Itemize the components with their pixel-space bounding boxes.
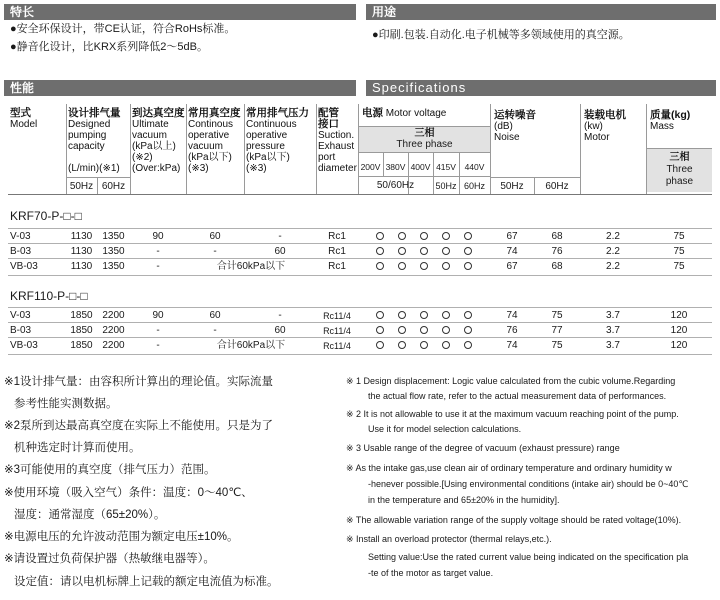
model-group-title: KRF110-P-□-□ <box>10 289 88 303</box>
available-circle-icon <box>420 247 428 255</box>
ultimate-cell: - <box>156 325 160 336</box>
note-line: 湿度：通常湿度（65±20%）。 <box>14 509 166 521</box>
available-circle-icon <box>442 247 450 255</box>
noise50-cell: 67 <box>506 261 518 272</box>
cont-pressure-header-cn: 常用排气压力 <box>246 107 309 119</box>
cont-pressure-cell: 60 <box>274 246 286 257</box>
note-line: 设定值：请以电机标牌上记载的额定电流值为标准。 <box>14 576 279 588</box>
displacement-header-en: pumping <box>68 130 107 141</box>
freq-50hz: 50Hz <box>435 181 457 191</box>
note-en-line: ※ 3 Usable range of the degree of vacuum (exhaust pressure) range <box>346 443 620 453</box>
cont-vacuum-header-cn: 常用真空度 <box>188 107 241 119</box>
motor-header-en: Motor <box>584 132 610 143</box>
available-circle-icon <box>420 311 428 319</box>
feature-item: ●安全环保设计，带CE认证，符合RoHs标准。 <box>10 23 236 35</box>
voltage-200v: 200V <box>360 162 381 172</box>
note-en-line: Setting value:Use the rated current value being indicated on the specification pla <box>368 552 689 562</box>
note-en-line: ※ The allowable variation range of the supply voltage should be rated voltage(10%). <box>346 515 682 525</box>
model-cell: B-03 <box>10 246 32 257</box>
available-circle-icon <box>442 311 450 319</box>
three-phase-cn: 三相 <box>414 128 435 139</box>
cont-vacuum-cell: - <box>213 246 217 257</box>
disp-60hz-label: 60Hz <box>101 181 126 192</box>
port-header-cn: 接口 <box>318 118 339 130</box>
motor-cell: 3.7 <box>606 310 620 321</box>
note-en-line: the actual flow rate, refer to the actual measurement data of performances. <box>368 391 667 401</box>
motor-cell: 3.7 <box>606 325 620 336</box>
mass-phase-cn: 三相 <box>669 152 690 163</box>
available-circle-icon <box>376 341 384 349</box>
cont-vacuum-cell: - <box>213 325 217 336</box>
note-line: ※2泵所到达最高真空度在实际上不能使用。只是为了 <box>4 420 274 432</box>
port-header-cn: 配管 <box>318 107 339 119</box>
available-circle-icon <box>376 326 384 334</box>
available-circle-icon <box>442 262 450 270</box>
port-header-en: port <box>318 152 336 163</box>
ultimate-vacuum-header-en: vacuum <box>132 130 168 141</box>
disp-50hz-label: 50Hz <box>69 181 94 192</box>
three-phase-en: Three phase <box>396 139 453 150</box>
noise-header-cn: 运转噪音 <box>494 109 536 121</box>
noise50-cell: 76 <box>506 325 518 336</box>
disp50-cell: 1850 <box>70 340 93 351</box>
available-circle-icon <box>376 262 384 270</box>
port-cell: Rc11/4 <box>323 326 351 336</box>
mass-cell: 120 <box>670 325 688 336</box>
port-cell: Rc11/4 <box>323 311 351 321</box>
cont-pressure-header-en: Continuous <box>246 119 297 130</box>
cont-pressure-header-unit: (kPa以下) <box>246 152 290 163</box>
voltage-440v: 440V <box>464 162 485 172</box>
available-circle-icon <box>398 247 406 255</box>
available-circle-icon <box>398 232 406 240</box>
model-header-cn: 型式 <box>10 107 31 119</box>
usage-text: ●印刷.包装.自动化.电子机械等多领域使用的真空源。 <box>372 29 630 41</box>
mass-cell: 120 <box>670 340 688 351</box>
mass-cell: 75 <box>673 261 685 272</box>
port-header-en: Suction. <box>318 130 355 141</box>
noise50-cell: 74 <box>506 246 518 257</box>
available-circle-icon <box>464 341 472 349</box>
mass-cell: 75 <box>673 231 685 242</box>
port-cell: Rc1 <box>328 261 346 272</box>
disp50-cell: 1850 <box>70 325 93 336</box>
disp60-cell: 2200 <box>102 325 125 336</box>
ultimate-cell: - <box>156 340 160 351</box>
note-en-line: ※ 1 Design displacement: Logic value calculated from the cubic volume.Regarding <box>346 376 676 386</box>
port-header-en: Exhaust <box>318 141 355 152</box>
cont-pressure-cell: - <box>278 310 282 321</box>
available-circle-icon <box>464 247 472 255</box>
available-circle-icon <box>376 232 384 240</box>
cont-pressure-cell: 60 <box>274 325 286 336</box>
note-line: ※电源电压的允许波动范围为额定电压±10%。 <box>4 531 239 543</box>
combined-cell: 合计60kPa以下 <box>216 340 286 351</box>
port-cell: Rc1 <box>328 231 346 242</box>
available-circle-icon <box>398 326 406 334</box>
available-circle-icon <box>376 311 384 319</box>
available-circle-icon <box>376 247 384 255</box>
performance-section-title: 性能 <box>4 80 356 96</box>
motor-cell: 3.7 <box>606 340 620 351</box>
ultimate-vacuum-header-en: Ultimate <box>132 119 169 130</box>
disp50-cell: 1850 <box>70 310 93 321</box>
features-section-title: 特长 <box>4 4 356 20</box>
model-group-title: KRF70-P-□-□ <box>10 209 82 223</box>
motor-header-cn: 装载电机 <box>584 109 626 121</box>
cont-pressure-header-note: (※3) <box>246 163 267 174</box>
voltage-circles <box>358 341 490 353</box>
mass-header-cn: 质量(kg) <box>650 109 691 121</box>
mass-cell: 120 <box>670 310 688 321</box>
noise50-cell: 74 <box>506 340 518 351</box>
voltage-400v: 400V <box>410 162 431 172</box>
available-circle-icon <box>420 341 428 349</box>
disp50-cell: 1130 <box>70 231 93 242</box>
note-line: ※使用环境（吸入空气）条件：温度：0～40℃、 <box>4 487 253 499</box>
noise60-cell: 68 <box>551 261 563 272</box>
disp60-cell: 2200 <box>102 310 125 321</box>
noise50-cell: 67 <box>506 231 518 242</box>
mass-phase-en: Three <box>666 164 693 175</box>
note-en-line: Use it for model selection calculations. <box>368 424 522 434</box>
note-en-line: in the temperature and 65±20% in the humidity]. <box>368 495 560 505</box>
cont-vacuum-cell: 60 <box>209 310 221 321</box>
noise-header-en: Noise <box>494 132 520 143</box>
mass-header-en: Mass <box>650 121 674 132</box>
available-circle-icon <box>442 341 450 349</box>
note-en-line: -henever possible.[Using environmental conditions (intake air) should be 0~40℃ <box>368 479 689 489</box>
port-cell: Rc11/4 <box>323 341 351 351</box>
motor-header-unit: (kw) <box>584 121 603 132</box>
freq-50-60hz: 50/60Hz <box>376 180 415 191</box>
ultimate-vacuum-header-unit: (kPa以上) <box>132 141 176 152</box>
displacement-header-unit: (L/min)(※1) <box>68 163 120 174</box>
freq-60hz: 60Hz <box>463 181 485 191</box>
disp60-cell: 2200 <box>102 340 125 351</box>
available-circle-icon <box>464 326 472 334</box>
model-cell: V-03 <box>10 310 31 321</box>
cont-pressure-header-en: operative <box>246 130 288 141</box>
noise-header-unit: (dB) <box>494 121 513 132</box>
available-circle-icon <box>398 341 406 349</box>
ultimate-cell: 90 <box>152 231 164 242</box>
mass-cell: 75 <box>673 246 685 257</box>
model-cell: B-03 <box>10 325 32 336</box>
model-cell: VB-03 <box>10 261 38 272</box>
note-en-line: -te of the motor as target value. <box>368 568 494 578</box>
voltage-415v: 415V <box>436 162 456 172</box>
noise-60hz-label: 60Hz <box>545 181 569 192</box>
displacement-header-en: Designed <box>68 119 111 130</box>
port-header-en: diameter <box>318 163 357 174</box>
port-cell: Rc1 <box>328 246 346 257</box>
noise60-cell: 77 <box>551 325 563 336</box>
power-header-cn: 电源 <box>362 107 383 119</box>
motor-cell: 2.2 <box>606 261 620 272</box>
combined-cell: 合计60kPa以下 <box>216 261 286 272</box>
note-en-line: ※ As the intake gas,use clean air of ordinary temperature and ordinary humidity w <box>346 463 672 473</box>
note-en-line: ※ Install an overload protector (thermal relays,etc.). <box>346 534 552 544</box>
available-circle-icon <box>464 232 472 240</box>
noise60-cell: 75 <box>551 310 563 321</box>
note-line: ※3可能使用的真空度（排气压力）范围。 <box>4 464 216 476</box>
noise-50hz-label: 50Hz <box>500 181 524 192</box>
voltage-380v: 380V <box>385 162 406 172</box>
available-circle-icon <box>442 232 450 240</box>
ultimate-vacuum-header-unit: (Over:kPa) <box>132 163 181 174</box>
cont-vacuum-header-unit: (kPa以下) <box>188 152 232 163</box>
displacement-header-en: capacity <box>68 141 105 152</box>
available-circle-icon <box>398 262 406 270</box>
note-en-line: ※ 2 It is not allowable to use it at the maximum vacuum reaching point of the pump. <box>346 409 679 419</box>
cont-pressure-cell: - <box>278 231 282 242</box>
model-header-en: Model <box>10 119 38 130</box>
motor-cell: 2.2 <box>606 246 620 257</box>
disp50-cell: 1130 <box>70 261 93 272</box>
noise60-cell: 76 <box>551 246 563 257</box>
mass-phase-en: phase <box>665 176 694 187</box>
ultimate-cell: - <box>156 246 160 257</box>
disp60-cell: 1350 <box>102 246 125 257</box>
model-cell: VB-03 <box>10 340 38 351</box>
cont-vacuum-header-note: (※3) <box>188 163 209 174</box>
available-circle-icon <box>464 262 472 270</box>
ultimate-vacuum-header-note: (※2) <box>132 152 153 163</box>
model-cell: V-03 <box>10 231 31 242</box>
note-line: 参考性能实测数据。 <box>14 398 118 410</box>
note-line: 机种选定时计算而使用。 <box>14 442 141 454</box>
cont-pressure-header-en: pressure <box>246 141 285 152</box>
noise60-cell: 75 <box>551 340 563 351</box>
ultimate-cell: - <box>156 261 160 272</box>
available-circle-icon <box>442 326 450 334</box>
available-circle-icon <box>420 262 428 270</box>
ultimate-cell: 90 <box>152 310 164 321</box>
available-circle-icon <box>464 311 472 319</box>
available-circle-icon <box>398 311 406 319</box>
displacement-header-cn: 设计排气量 <box>68 107 121 119</box>
available-circle-icon <box>420 326 428 334</box>
disp60-cell: 1350 <box>102 231 125 242</box>
note-line: ※请设置过负荷保护器（热敏继电器等）。 <box>4 553 215 565</box>
cont-vacuum-header-en: Continous <box>188 119 234 130</box>
note-line: ※1设计排气量：由容积所计算出的理论值。实际流量 <box>4 376 274 388</box>
noise50-cell: 74 <box>506 310 518 321</box>
motor-cell: 2.2 <box>606 231 620 242</box>
cont-vacuum-header-en: operative <box>188 130 230 141</box>
power-header-en: Motor voltage <box>385 108 447 119</box>
noise60-cell: 68 <box>551 231 563 242</box>
voltage-circles <box>358 262 490 274</box>
specifications-section-title: Specifications <box>366 80 716 96</box>
cont-vacuum-header-en: vacuum <box>188 141 224 152</box>
disp50-cell: 1130 <box>70 246 93 257</box>
available-circle-icon <box>420 232 428 240</box>
usage-section-title: 用途 <box>366 4 716 20</box>
feature-item: ●静音化设计，比KRX系列降低2～5dB。 <box>10 41 208 53</box>
ultimate-vacuum-header-cn: 到达真空度 <box>132 107 185 119</box>
disp60-cell: 1350 <box>102 261 125 272</box>
cont-vacuum-cell: 60 <box>209 231 221 242</box>
